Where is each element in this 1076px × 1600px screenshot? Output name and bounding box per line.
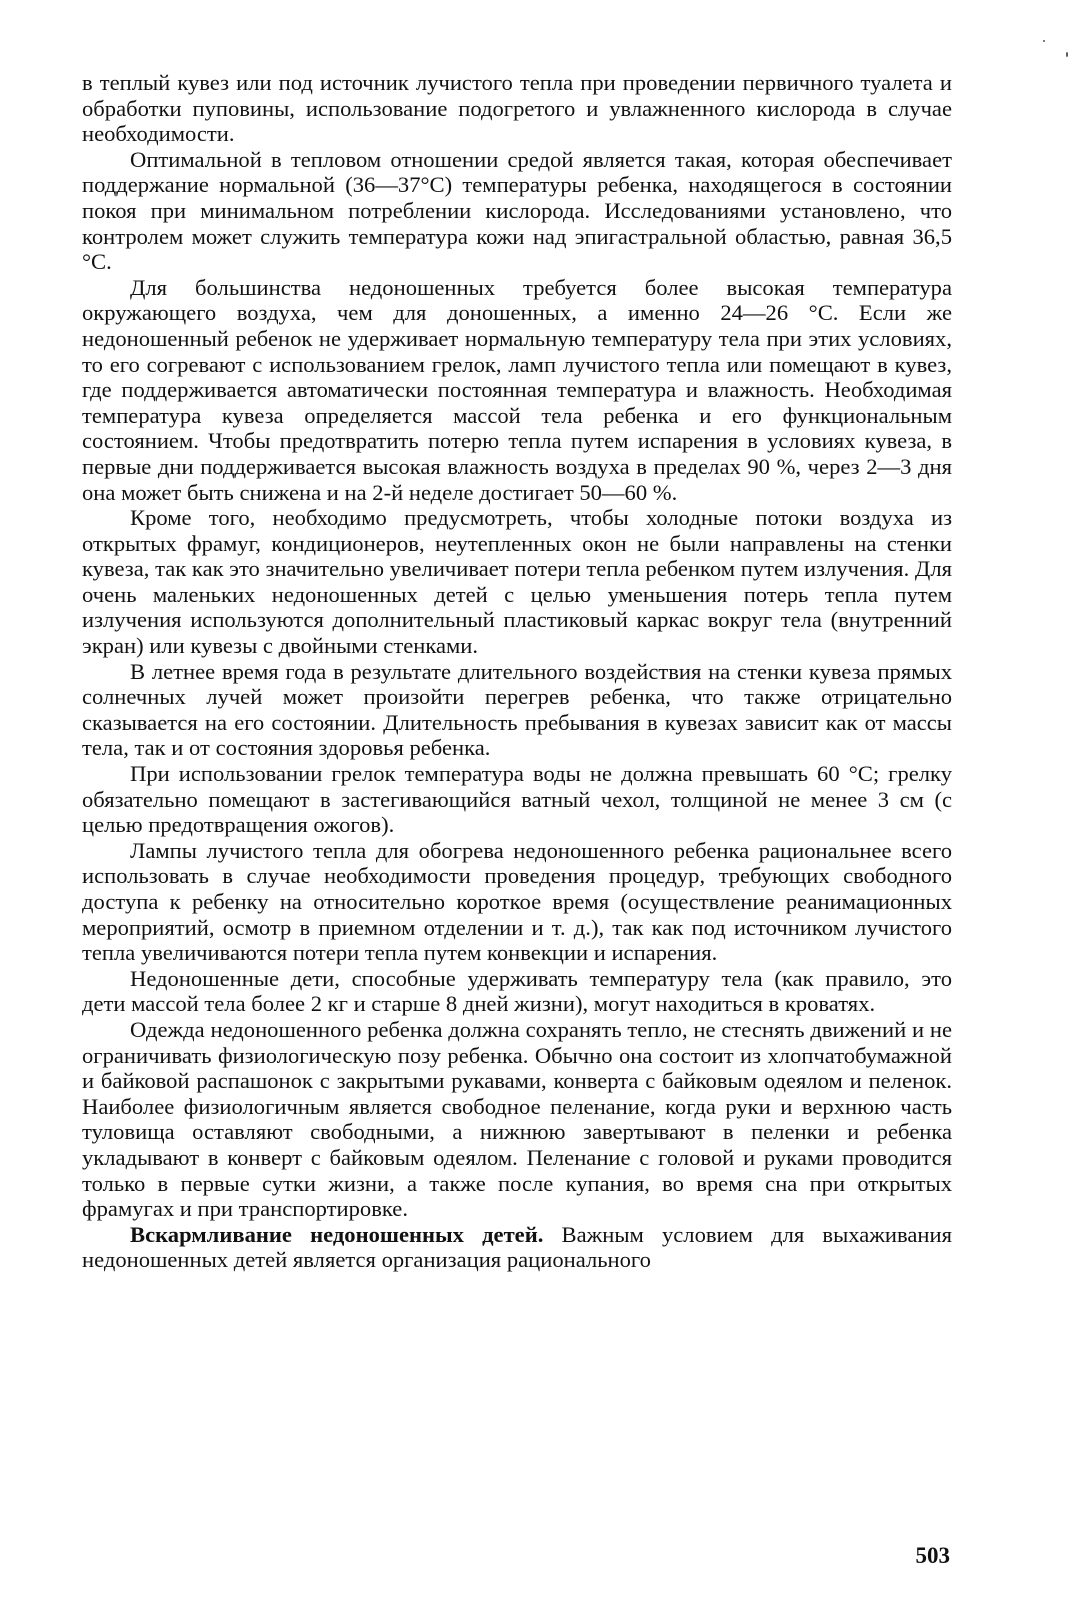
section-run-text: Важным условием для выхаживания недоношенных детей является организация рационального xyxy=(82,1221,952,1273)
paragraph-8: Недоношенные дети, способные удерживать температуру тела (как правило, это дети массой тела более 2 кг и старше 8 дней жизни), могут находиться в кроватях. xyxy=(82,965,952,1017)
page-body xyxy=(82,70,952,1273)
page-number: 503 xyxy=(915,1543,950,1568)
paragraph-6: При использовании грелок температура воды не должна превышать 60 °С; грелку обязательно помещают в застегивающийся ватный чехол, толщиной не менее 3 см (с целью предотвращения ожогов). xyxy=(82,761,952,838)
paragraph-7: Лампы лучистого тепла для обогрева недоношенного ребенка рациональнее всего использовать в случае необходимости проведения процедур, требующих свободного доступа к ребенку на относительно короткое время (осуществление реанимационных мероприятий, осмотр в приемном отделении и т. д.), так как под источником лучистого тепла увеличиваются потери тепла путем конвекции и испарения. xyxy=(82,837,952,966)
paragraph-4: Кроме того, необходимо предусмотреть, чтобы холодные потоки воздуха из открытых фрамуг, кондиционеров, неутепленных окон не были направлены на стенки кувеза, так как это значительно увеличивает потери тепла ребенком путем излучения. Для очень маленьких недоношенных детей с целью уменьшения потерь тепла путем излучения используются дополнительный пластиковый каркас вокруг тела (внутренний экран) или кувезы с двойными стенками. xyxy=(82,505,952,659)
paragraph-feeding xyxy=(82,1222,952,1273)
scan-speck xyxy=(1066,52,1068,57)
paragraph-9: Одежда недоношенного ребенка должна сохранять тепло, не стеснять движений и не ограничивать физиологическую позу ребенка. Обычно она состоит из хлопчатобумажной и байковой распашонок с закрытыми рукавами, конверта с байковым одеялом и пеленок. Наиболее физиологичным является свободное пеленание, когда руки и верхнюю часть туловища оставляют свободными, а нижнюю завертывают в пеленки и ребенка укладывают в конверт с байковым одеялом. Пеленание с головой и руками проводится только в первые сутки жизни, а также после купания, во время сна при открытых фрамугах и при транспортировке. xyxy=(82,1016,952,1222)
paragraph-1: в теплый кувез или под источник лучистого тепла при проведении первичного туалета и обработки пуповины, использование подогретого и увлажненного кислорода в случае необходимости. xyxy=(82,70,952,147)
paragraph-2: Оптимальной в тепловом отношении средой является такая, которая обеспечивает поддержание нормальной (36—37°С) температуры ребенка, находящегося в состоянии покоя при минимальном потреблении кислорода. Исследованиями установлено, что контролем может служить температура кожи над эпигастральной областью, равная 36,5 °С. xyxy=(82,146,952,275)
scan-speck xyxy=(1043,40,1045,42)
paragraph-3: Для большинства недоношенных требуется более высокая температура окружающего воздуха, чем для доношенных, а именно 24—26 °С. Если же недоношенный ребенок не удерживает нормальную температуру тела при этих условиях, то его согревают с использованием грелок, ламп лучистого тепла или помещают в кувез, где поддерживается автоматически постоянная температура и влажность. Необходимая температура кувеза определяется массой тела ребенка и его функциональным состоянием. Чтобы предотвратить потерю тепла путем испарения в условиях кувеза, в первые дни поддерживается высокая влажность воздуха в пределах 90 %, через 2—3 дня она может быть снижена и на 2-й неделе достигает 50—60 %. xyxy=(82,274,952,505)
section-run-head: Вскармливание недоношенных детей. xyxy=(130,1221,544,1247)
paragraph-5: В летнее время года в результате длительного воздействия на стенки кувеза прямых солнечных лучей может произойти перегрев ребенка, что также отрицательно сказывается на его состоянии. Длительность пребывания в кувезах зависит как от массы тела, так и от состояния здоровья ребенка. xyxy=(82,658,952,761)
